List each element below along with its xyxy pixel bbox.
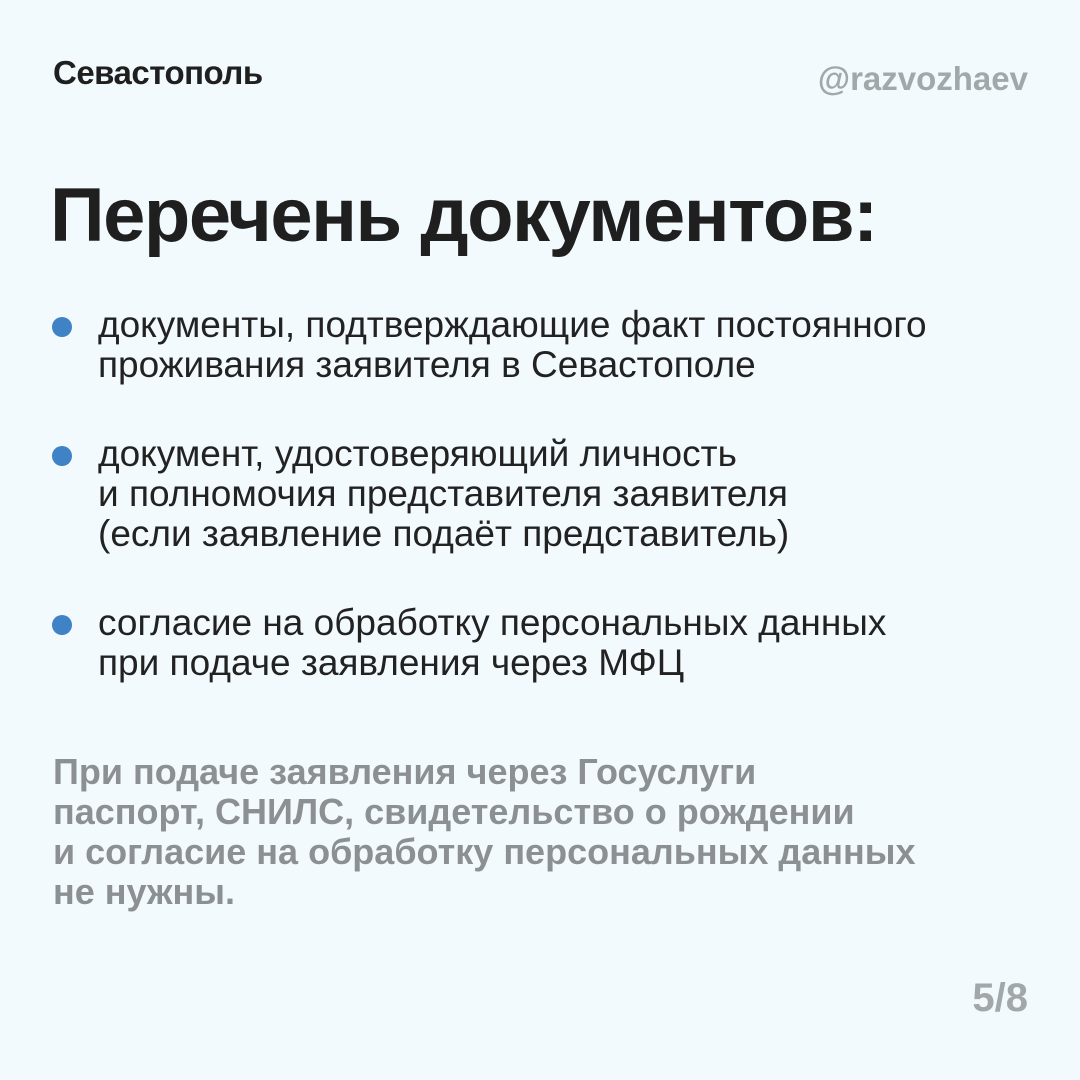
note-line: и согласие на обработку персональных данных	[53, 831, 916, 872]
page-indicator: 5/8	[972, 976, 1028, 1020]
bullet-dot-icon	[52, 446, 72, 466]
list-item-line: (если заявление подаёт представитель)	[98, 513, 790, 554]
documents-list	[52, 305, 1032, 732]
list-item-line: согласие на обработку персональных данных	[98, 602, 887, 643]
list-item	[52, 603, 1032, 683]
list-item	[52, 434, 1032, 554]
list-item	[52, 305, 1032, 385]
gosuslugi-note	[53, 752, 916, 912]
author-handle: @razvozhaev	[817, 60, 1028, 97]
note-line: При подаче заявления через Госуслуги	[53, 751, 757, 792]
page-title: Перечень документов:	[50, 173, 877, 258]
list-item-line: документы, подтверждающие факт постоянного	[98, 304, 927, 345]
bullet-dot-icon	[52, 615, 72, 635]
list-item-line: при подаче заявления через МФЦ	[98, 642, 685, 683]
city-label: Севастополь	[53, 54, 263, 91]
list-item-line: проживания заявителя в Севастополе	[98, 344, 756, 385]
note-line: не нужны.	[53, 871, 235, 912]
list-item-line: документ, удостоверяющий личность	[98, 433, 737, 474]
bullet-dot-icon	[52, 317, 72, 337]
note-line: паспорт, СНИЛС, свидетельство о рождении	[53, 791, 855, 832]
list-item-line: и полномочия представителя заявителя	[98, 473, 788, 514]
